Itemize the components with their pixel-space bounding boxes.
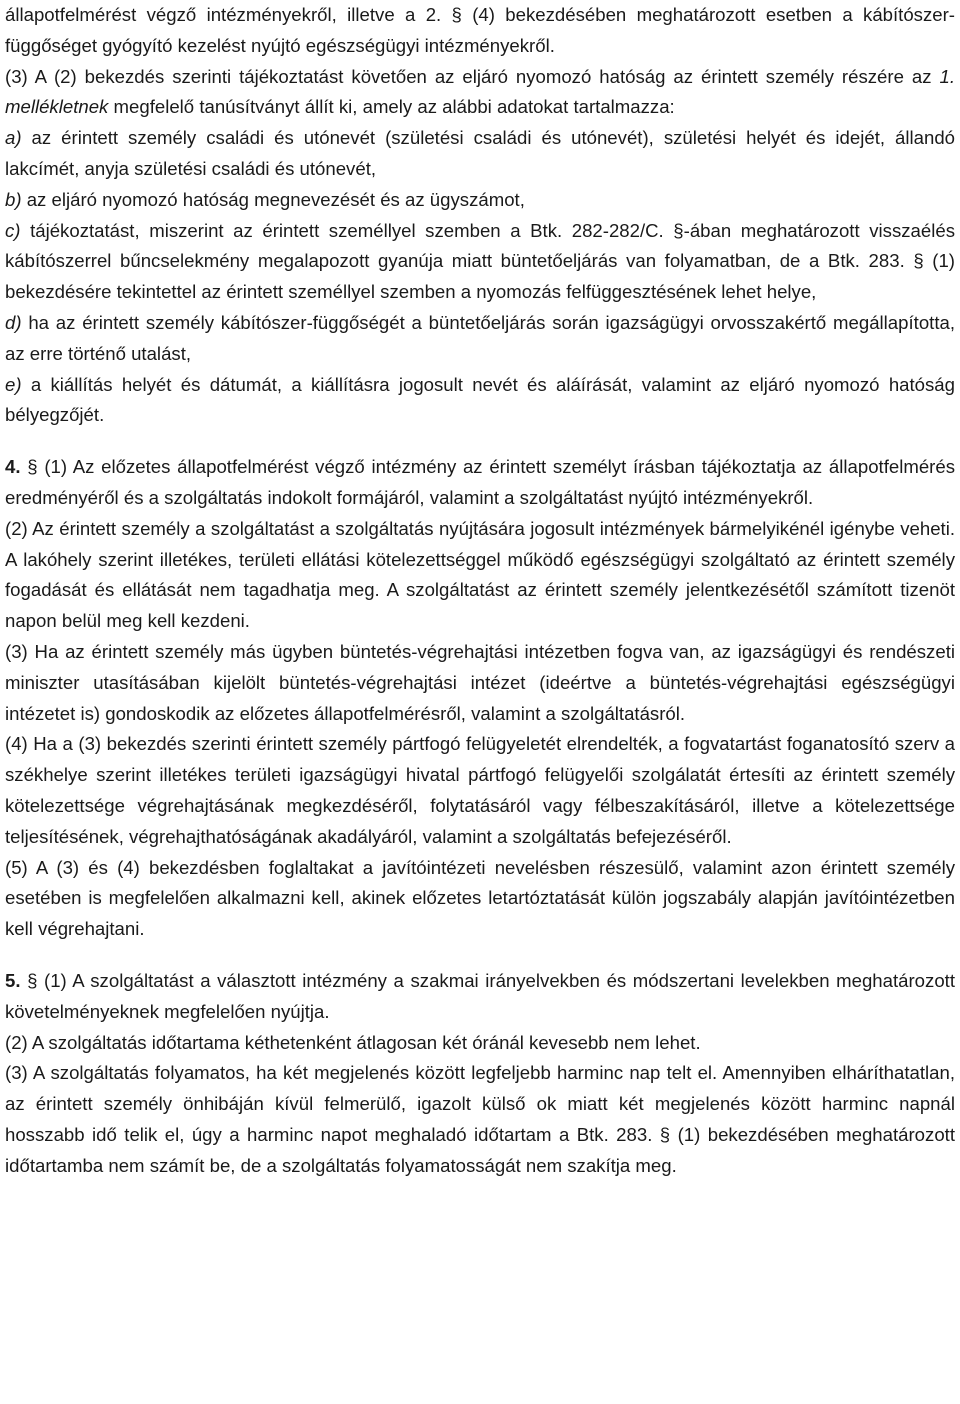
item-text: az eljáró nyomozó hatóság megnevezését és az ügyszámot, [21, 188, 525, 210]
intro-paragraph [5, 0, 955, 62]
list-item-e [5, 370, 955, 432]
list-item-c [5, 216, 955, 308]
section-text: § (1) A szolgáltatást a választott intézmény a szakmai irányelvekben és módszertani levelekben meghatározott követelményeknek megfelelően nyújtja. [5, 969, 955, 1022]
section-5-paragraph-1 [5, 966, 955, 1028]
item-text: az érintett személy családi és utónevét (születési családi és utónevét), születési helyét és idejét, állandó lakcímét, anyja születési családi és utónevét, [5, 127, 955, 179]
item-label: c) [5, 219, 21, 241]
intro-line-2: esetben a kábítószer-függőséget gyógyító kezelést nyújtó egészségügyi intézményekről. [5, 4, 955, 56]
paragraph-3-text-after: megfelelő tanúsítványt állít ki, amely az alábbi adatokat tartalmazza: [108, 96, 675, 118]
section-4-paragraph-2: (2) Az érintett személy a szolgáltatást a szolgáltatás nyújtására jogosult intézmények bármelyikénél igénybe veheti. A lakóhely szerint illetékes, területi ellátási kötelezettséggel működő egészségügyi szolgáltató az érintett személy fogadását és ellátását nem tagadhatja meg. A szolgáltatást az érintett személy jelentkezésétől számított tizenöt napon belül meg kell kezdeni. [5, 517, 955, 632]
item-text: tájékoztatást, miszerint az érintett személlyel szemben a Btk. 282-282/C. §-ában meghatározott visszaélés kábítószerrel bűncselekmény megalapozott gyanúja miatt büntetőeljárás van folyamatban, de a Btk. 283. § (1) bekezdésére tekintettel az érintett személlyel szemben a nyomozás felfüggesztésének lehet helye, [5, 219, 955, 303]
item-label: a) [5, 127, 22, 149]
section-4-paragraph-1 [5, 452, 955, 514]
section-number: 5. [5, 969, 21, 991]
item-label: b) [5, 188, 22, 210]
annex-reference: 1. mellékletnek [5, 65, 955, 118]
list-item-d [5, 308, 955, 370]
item-label: d) [5, 311, 22, 333]
list-item-b [5, 185, 955, 216]
section-text: § (1) Az előzetes állapotfelmérést végző intézmény az érintett személyt írásban tájékoztatja az állapotfelmérés eredményéről és a szolgáltatás indokolt formájáról, valamint a szolgáltatást nyújtó intézményekről. [5, 456, 955, 508]
section-4-paragraph-5: (5) A (3) és (4) bekezdésben foglaltakat a javítóintézeti nevelésben részesülő, valamint azon érintett személy esetében is megfelelően alkalmazni kell, akinek előzetes letartóztatását külön jogszabály alapján javítóintézetben kell végrehajtani. [5, 856, 955, 940]
section-number: 4. [5, 456, 21, 478]
section-gap [5, 945, 955, 966]
section-5-paragraph-2: (2) A szolgáltatás időtartama kéthetenként átlagosan két óránál kevesebb nem lehet. [5, 1031, 701, 1053]
section-4-paragraph-4: (4) Ha a (3) bekezdés szerinti érintett személy pártfogó felügyeletét elrendelték, a fogvatartást foganatosító szerv a székhelye szerint illetékes területi igazságügyi hivatal pártfogó felügyelői szolgálatát értesíti az érintett személy kötelezettsége végrehajtásának megkezdéséről, folytatásáról vagy félbeszakításáról, illetve a kötelezettsége teljesítésének, végrehajthatóságának akadályáról, valamint a szolgáltatás befejezéséről. [5, 733, 955, 847]
paragraph-3 [5, 62, 955, 124]
item-text: ha az érintett személy kábítószer-függőségét a büntetőeljárás során igazságügyi orvosszakértő megállapította, az erre történő utalást, [5, 311, 955, 364]
item-label: e) [5, 373, 22, 395]
section-4-paragraph-3: (3) Ha az érintett személy más ügyben büntetés-végrehajtási intézetben fogva van, az igazságügyi és rendészeti miniszter utasításában kijelölt büntetés-végrehajtási intézet (ideértve a büntetés-végrehajtási egészségügyi intézetet is) gondoskodik az előzetes állapotfelmérésről, valamint a szolgáltatásról. [5, 640, 955, 724]
item-text: a kiállítás helyét és dátumát, a kiállításra jogosult nevét és aláírását, valamint az eljáró nyomozó hatóság bélyegzőjét. [5, 373, 955, 426]
list-item-a [5, 123, 955, 185]
intro-line-1: állapotfelmérést végző intézményekről, illetve a 2. § (4) bekezdésében meghatározott [5, 4, 756, 25]
section-5-paragraph-3: (3) A szolgáltatás folyamatos, ha két megjelenés között legfeljebb harminc nap telt el. Amennyiben elháríthatatlan, az érintett személy önhibáján kívül felmerülő, igazolt külső ok miatt két megjelenés között harminc napnál hosszabb idő telik el, úgy a harminc napot meghaladó időtartam a Btk. 283. § (1) bekezdésében meghatározott időtartamba nem számít be, de a szolgáltatás folyamatosságát nem szakítja meg. [5, 1062, 955, 1176]
section-gap [5, 431, 955, 452]
paragraph-3-text-before: (3) A (2) bekezdés szerinti tájékoztatást követően az eljáró nyomozó hatóság az érintett személy részére az [5, 65, 940, 87]
document-body [5, 0, 955, 1181]
